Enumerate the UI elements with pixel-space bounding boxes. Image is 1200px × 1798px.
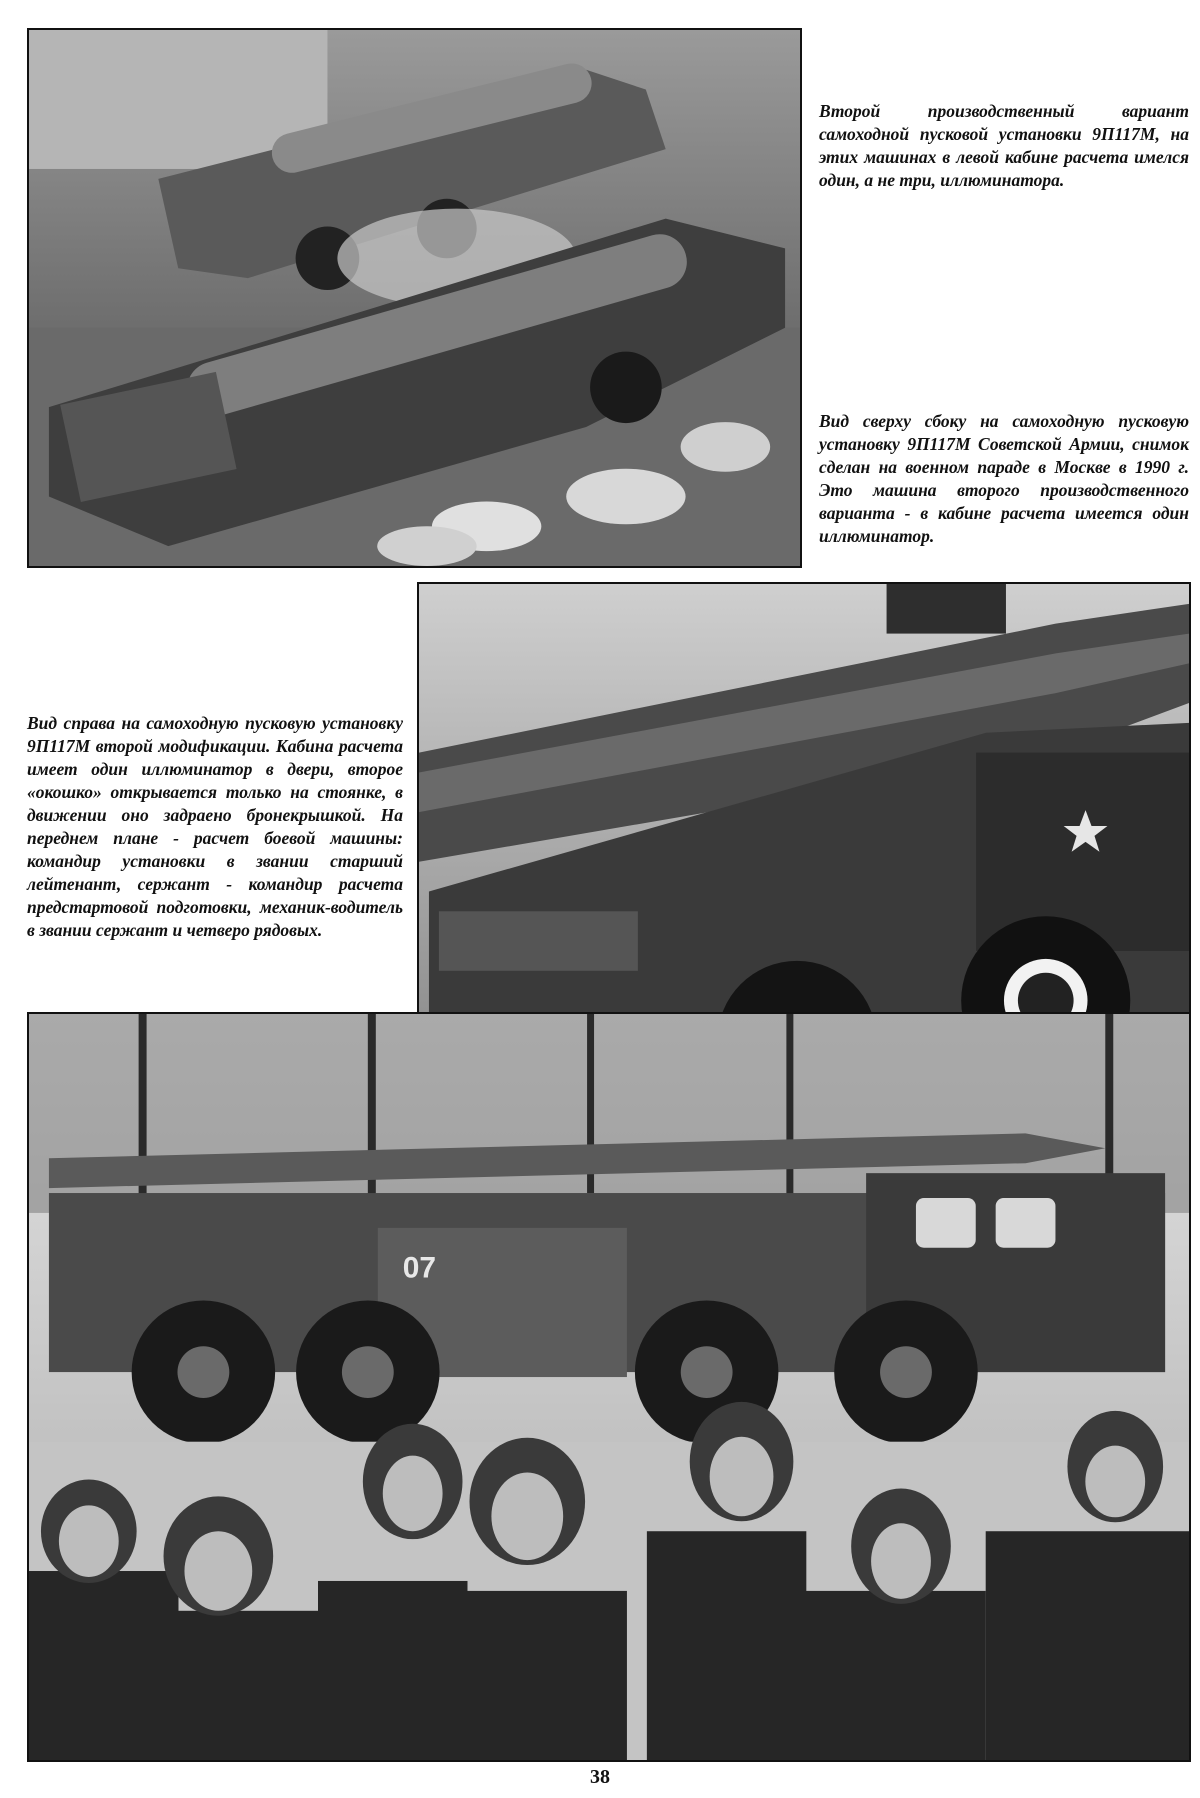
- photo-parade-launchers: [27, 28, 802, 568]
- caption-parade-1990: Вид сверху сбоку на самоходную пусковую установку 9П117М Советской Армии, снимок сделан на военном параде в Москве в 1990 г. Это машина второго производственного варианта - в кабине расчета имеется один иллюминатор.: [819, 411, 1189, 546]
- caption-right-side-view: Вид справа на самоходную пусковую установку 9П117М второй модификации. Кабина расчета имеет один иллюминатор в двери, второе «окошко» открывается только на стоянке, в движении оно задраено бронекрышкой. На переднем плане - расчет боевой машины: командир установки в звании старший лейтенант, сержант - командир расчета предстартовой подготовки, механик-водитель в звании сержант и четверо рядовых.: [27, 713, 403, 940]
- photo-parade-launchers-image: [29, 30, 800, 566]
- vehicle-number-label: 07: [402, 1251, 436, 1285]
- page-number: 38: [590, 1766, 610, 1788]
- photo-launcher-crew: [27, 1012, 1191, 1762]
- photo-launcher-right-side-image: [419, 584, 1189, 1068]
- photo-launcher-crew-image: [29, 1014, 1189, 1760]
- photo-launcher-right-side: [417, 582, 1191, 1070]
- caption-second-production-variant: Второй производственный вариант самоходной пусковой установки 9П117М, на этих машинах в левой кабине расчета имелся один, а не три, иллюминатора.: [819, 101, 1189, 190]
